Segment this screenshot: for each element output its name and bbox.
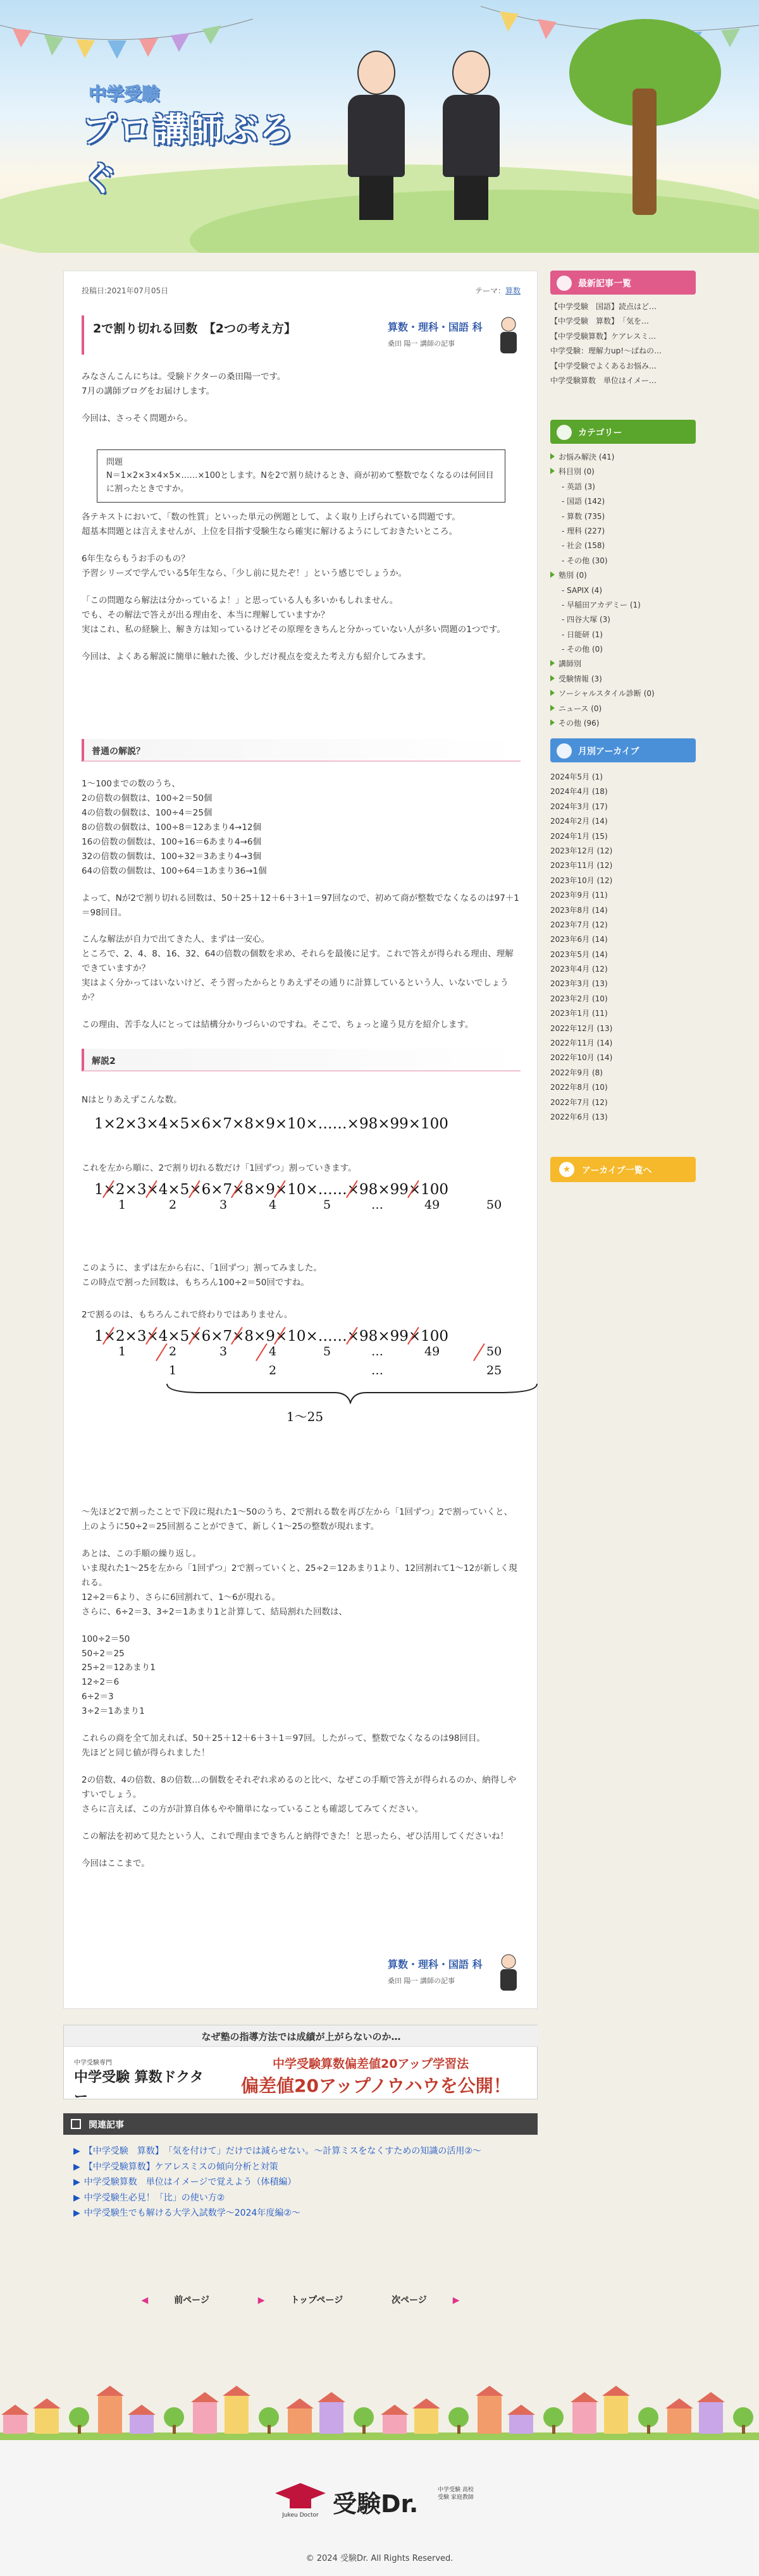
- list-icon: [71, 2119, 81, 2129]
- archive-link[interactable]: 2022年6月 (13): [550, 1112, 608, 1121]
- line: 32の倍数の個数は、100÷32＝3あまり4→3個: [82, 851, 262, 862]
- copyright: © 2024 受験Dr. All Rights Reserved.: [305, 2554, 454, 2563]
- line: 2の倍数の個数は、100÷2＝50個: [82, 793, 213, 803]
- paragraph: あとは、この手順の繰り返し。: [82, 1548, 201, 1559]
- archive-list: [550, 770, 696, 1125]
- quotient-row-2b: 1 2 … 25: [169, 1364, 502, 1377]
- line: 4の倍数の個数は、100÷4＝25個: [82, 807, 213, 818]
- archive-link[interactable]: 2022年11月 (14): [550, 1039, 613, 1048]
- paragraph: 6年生ならもうお手のもの？: [82, 553, 190, 564]
- paragraph: 今回は、よくある解説に簡単に触れた後、少しだけ視点を変えた考え方も紹介してみます。: [82, 651, 431, 662]
- calc-line: 12÷2＝6: [82, 1677, 120, 1688]
- post-title-box: [82, 315, 521, 355]
- post-theme: テーマ：算数: [474, 286, 521, 295]
- town-illustration: [0, 2383, 759, 2440]
- question-label: 問題: [106, 458, 123, 467]
- paragraph: こんな解法が自力で出てきた人、まずは一安心。: [82, 934, 269, 945]
- related-posts-list: [63, 2144, 538, 2221]
- intro: [82, 370, 521, 426]
- post-meta: [82, 285, 521, 296]
- paragraph: 2の倍数、4の倍数、8の倍数…の個数をそれぞれ求めるのと比べ、なぜこの手順で答えが得られるのか、納得しやすいでしょう。: [82, 1775, 517, 1800]
- archive-link[interactable]: 2023年10月 (12): [550, 876, 613, 885]
- archive-link[interactable]: 2023年3月 (13): [550, 979, 608, 989]
- archive-link[interactable]: 2022年10月 (14): [550, 1053, 613, 1063]
- post-title: 2で割り切れる回数 【2つの考え方】: [93, 322, 296, 336]
- promo-banner[interactable]: [63, 2025, 538, 2105]
- author-subjects: 算数・理科・国語 科: [388, 1958, 483, 1970]
- paragraph: でも、その解法で答えが出る理由を、本当に理解していますか？: [82, 609, 330, 620]
- related-posts-header: 関連記事: [63, 2113, 538, 2135]
- line: 1〜100までの数のうち、: [82, 779, 180, 789]
- equation-full: 1×2×3×4×5×6×7×8×9×10×……×98×99×100: [94, 1116, 448, 1132]
- equation-strike: 1×2×3×4×5×6×7×8×9×10×……×98×99×100: [94, 1328, 449, 1345]
- question-text: N＝1×2×3×4×5×……×100とします。Nを2で割り続けるとき、商が初めて整数でなくなるのは何回目に割ったときですか。: [106, 470, 494, 494]
- calc-line: 100÷2＝50: [82, 1633, 130, 1644]
- calc-line: 6÷2＝3: [82, 1692, 114, 1702]
- paragraph: このように、まずは左から右に、「1回ずつ」割ってみました。: [82, 1263, 322, 1273]
- category-link[interactable]: - その他 (0): [562, 645, 603, 654]
- site-title[interactable]: [70, 73, 323, 198]
- latest-posts-header: 最新記事一覧: [550, 271, 696, 295]
- pager: [63, 2293, 538, 2306]
- archive-link[interactable]: 2023年6月 (14): [550, 935, 608, 944]
- paragraph: この理由、苦手な人にとっては結構分かりづらいのですね。そこで、ちょっと違う見方を紹介します。: [82, 1020, 474, 1030]
- category-link[interactable]: ソーシャルスタイル診断 (0): [550, 687, 696, 701]
- archive-link[interactable]: 2024年1月 (15): [550, 831, 608, 841]
- latest-post-link[interactable]: 【中学受験 国語】読点はど…: [550, 302, 657, 311]
- category-link[interactable]: 科目別 (0): [550, 465, 696, 479]
- archive-link[interactable]: 2023年4月 (12): [550, 965, 608, 974]
- archive-header: 月別アーカイブ: [550, 738, 696, 762]
- category-list: [550, 450, 696, 731]
- latest-post-link[interactable]: 【中学受験算数】ケアレスミ…: [550, 331, 657, 341]
- author-avatar: [497, 315, 521, 355]
- banner-copy-2: 偏差値20アップノウハウを公開！: [241, 2075, 511, 2096]
- site-header: [0, 0, 759, 253]
- k2-text4: [82, 1505, 521, 1871]
- equation-step1: [82, 1181, 521, 1217]
- k2-text3: 2で割るのは、もちろんこれで終わりではありません。: [82, 1310, 293, 1320]
- latest-post-link[interactable]: 【中学受験 算数】 「気を…: [550, 317, 650, 326]
- paragraph: 超基本問題とは言えませんが、上位を目指す受験生なら確実に解けるようにしておきたいところ。: [82, 526, 457, 537]
- theme-link[interactable]: 算数: [505, 286, 521, 295]
- line: 64の倍数の個数は、100÷64＝1あまり36→1個: [82, 865, 267, 876]
- category-link[interactable]: - 理科 (227): [562, 526, 605, 535]
- paragraph: みなさんこんにちは。受験ドクターの桑田陽一です。: [82, 372, 286, 382]
- related-post-link[interactable]: ▶ 中学受験生必見！「比」の使い方②: [73, 2192, 225, 2203]
- paragraph: さらに言えば、この方が計算自体もやや簡単になっていることも確認してみてください。: [82, 1804, 423, 1814]
- related-post-link[interactable]: ▶ 中学受験生でも解ける大学入試数学〜2024年度編②〜: [73, 2208, 300, 2218]
- paragraph: さらに、6÷2＝3、3÷2＝1あまり1と計算して、結局割れた回数は、: [82, 1606, 347, 1617]
- paragraph: 実はよく分かってはいないけど、そう習ったからとりあえずその通りに計算しているという人、いないでしょうか？: [82, 978, 509, 1003]
- archive-link[interactable]: 2023年12月 (12): [550, 846, 613, 855]
- archive-list-button[interactable]: ★ アーカイブ一覧へ: [550, 1157, 696, 1182]
- paragraph: 12÷2＝6より、さらに6回割れて、1〜6が現れる。: [82, 1592, 281, 1602]
- site-main-title: プロ講師ぶろぐ: [82, 110, 295, 198]
- paragraph: この解法を初めて見たという人、これで理由まできちんと納得できた！と思ったら、ぜひ活用してくださいね！: [82, 1831, 509, 1841]
- category-link[interactable]: - 四谷大塚 (3): [562, 615, 610, 625]
- author-badge: [388, 315, 521, 355]
- category-link[interactable]: - 社会 (158): [562, 541, 605, 551]
- related-post-link[interactable]: ▶ 【中学受験算数】ケアレスミスの傾向分析と対策: [73, 2161, 278, 2172]
- archive-link[interactable]: 2023年11月 (12): [550, 861, 613, 870]
- tree-trunk: [632, 89, 657, 215]
- archive-link[interactable]: 2022年7月 (12): [550, 1097, 608, 1107]
- author-avatar: [497, 1953, 521, 1992]
- paragraph: ところで、2、4、8、16、32、64の倍数の個数を求め、それらを最後に足す。これで答えが得られる理由、理解できていますか？: [82, 949, 514, 974]
- latest-post-link[interactable]: 【中学受験でよくあるお悩み…: [550, 361, 657, 370]
- footer: [0, 2440, 759, 2576]
- archive-link[interactable]: 2023年7月 (12): [550, 920, 608, 929]
- k2-text2: [82, 1261, 521, 1290]
- paragraph: 「この問題なら解法は分かっているよ！」と思っている人も多いかもしれません。: [82, 595, 398, 606]
- post-icon: [557, 276, 572, 291]
- article: [63, 271, 538, 2009]
- paragraph: 各テキストにおいて、「数の性質」といった単元の例題として、よく取り上げられている問題です。: [82, 512, 460, 522]
- paragraph: 実はこれ、私の経験上、解き方は知っているけどその原理をきちんと分かっていない人が多い問題の1つです。: [82, 624, 505, 635]
- calendar-icon: [557, 743, 572, 759]
- brace-icon: [164, 1383, 543, 1404]
- archive-link[interactable]: 2024年4月 (18): [550, 787, 608, 797]
- archive-link[interactable]: 2023年8月 (14): [550, 905, 608, 915]
- folder-icon: [557, 425, 572, 440]
- category-link[interactable]: 塾別 (0): [550, 568, 696, 583]
- category-link[interactable]: - 日能研 (1): [562, 630, 603, 639]
- paragraph: よって、Nが2で割り切れる回数は、50＋25＋12＋6＋3＋1＝97回なので、初めて商が整数でなくなるのは97＋1＝98回目。: [82, 893, 519, 918]
- prev-page-link[interactable]: ◀ 前ページ: [141, 2295, 209, 2305]
- category-link[interactable]: - 算数 (735): [562, 511, 605, 521]
- quotient-row-2a: 1 2 3 4 5 … 49 50: [118, 1345, 502, 1358]
- archive-link[interactable]: 2022年9月 (8): [550, 1068, 603, 1077]
- site-subtitle: 中学受験: [89, 83, 160, 104]
- top-page-link[interactable]: ▶ トップページ: [257, 2295, 343, 2305]
- calc-line: 3÷2＝1あまり1: [82, 1706, 145, 1717]
- archive-link[interactable]: 2023年9月 (11): [550, 891, 608, 900]
- next-page-link[interactable]: 次ページ ▶: [392, 2295, 460, 2305]
- author-name: 桑田 陽一 講師の記事: [388, 339, 455, 348]
- archive-link[interactable]: 2023年1月 (11): [550, 1009, 608, 1018]
- paragraph: 〜先ほど2で割ったことで下段に現れた1〜50のうち、2で割れる数を再び左から「1回ずつ」2で割っていくと、上のように50÷2＝25回割ることができて、新しく1〜25の整数が現れます。: [82, 1507, 513, 1532]
- paragraph: この時点で割った回数は、もちろん100÷2＝50回ですね。: [82, 1277, 309, 1288]
- category-link[interactable]: - 早稲田アカデミー (1): [562, 600, 641, 609]
- heading-normal: 普通の解説？: [82, 739, 521, 762]
- category-link[interactable]: - 英語 (3): [562, 482, 595, 491]
- category-link[interactable]: 受験情報 (3): [550, 672, 696, 687]
- paragraph: いま現れた1〜25を左から「1回ずつ」2で割っていくと、25÷2＝12あまり1より、12回割れて1〜12が新しく現れる。: [82, 1563, 517, 1588]
- category-link[interactable]: その他 (96): [550, 716, 696, 731]
- star-icon: ★: [559, 1162, 574, 1177]
- footer-logo[interactable]: Jukeu Doctor 受験Dr. 中学受験 高校受験 家庭教師: [272, 2478, 487, 2522]
- paragraph: 先ほどと同じ値が得られました！: [82, 1748, 210, 1759]
- category-link[interactable]: お悩み解決 (41): [550, 450, 696, 465]
- heading-k2: 解説2: [82, 1049, 521, 1071]
- archive-link[interactable]: 2024年3月 (17): [550, 802, 608, 811]
- paragraph: 7月の講師ブログをお届けします。: [82, 386, 215, 396]
- category-link[interactable]: - その他 (30): [562, 556, 608, 565]
- line: 16の倍数の個数は、100÷16＝6あまり4→6個: [82, 836, 262, 847]
- author-subjects: 算数・理科・国語 科: [388, 321, 483, 333]
- calc-line: 50÷2＝25: [82, 1648, 125, 1659]
- calc-line: 25÷2＝12あまり1: [82, 1663, 156, 1673]
- latest-posts-list: [550, 300, 696, 388]
- normal-explanation: [82, 777, 521, 1032]
- banner-logo: 中学受験専門 中学受験 算数ドクター: [74, 2060, 204, 2105]
- archive-link[interactable]: 2024年5月 (1): [550, 772, 603, 781]
- k2-intro: Nはとりあえずこんな数。: [82, 1095, 182, 1105]
- question-box: [97, 449, 505, 503]
- category-link[interactable]: 講師別: [550, 657, 696, 671]
- latest-post-link[interactable]: 中学受験算数 単位はイメー…: [550, 375, 657, 385]
- archive-link[interactable]: 2023年5月 (14): [550, 949, 608, 959]
- banner-top-text: なぜ塾の指導方法では成績が上がらないのか…: [64, 2025, 538, 2047]
- teacher-illustration-male: [436, 51, 506, 221]
- related-post-link[interactable]: ▶ 【中学受験 算数】 「気を付けて」だけでは減らせない。〜計算ミスをなくすための知識の活用②〜: [73, 2146, 481, 2156]
- teacher-illustration-female: [342, 51, 411, 221]
- line: 8の倍数の個数は、100÷8＝12あまり4→12個: [82, 822, 262, 833]
- k2-text1: これを左から順に、2で割り切れる数だけ「1回ずつ」割っていきます。: [82, 1163, 357, 1173]
- author-badge-bottom: [388, 1953, 521, 1992]
- post-date: 投稿日:2021年07月05日: [82, 286, 169, 295]
- category-link[interactable]: - SAPIX (4): [562, 585, 603, 595]
- related-posts: [63, 2113, 538, 2221]
- category-link[interactable]: - 国語 (142): [562, 497, 605, 506]
- paragraph: 今回は、さっそく問題から。: [82, 413, 193, 424]
- category-header: カテゴリー: [550, 420, 696, 444]
- latest-post-link[interactable]: 中学受験：理解力up!〜ばねの…: [550, 346, 662, 356]
- author-name: 桑田 陽一 講師の記事: [388, 1977, 455, 1985]
- equation-strike: 1×2×3×4×5×6×7×8×9×10×……×98×99×100: [94, 1181, 449, 1198]
- paragraph: 予習シリーズで学んでいる5年生なら、「少し前に見たぞ！」という感じでしょうか。: [82, 568, 407, 578]
- category-link[interactable]: ニュース (0): [550, 702, 696, 716]
- brace-label: 1〜25: [286, 1409, 324, 1424]
- archive-link[interactable]: 2023年2月 (10): [550, 994, 608, 1003]
- banner-copy-1: 中学受験算数偏差値20アップ学習法: [273, 2057, 469, 2071]
- archive-link[interactable]: 2022年8月 (10): [550, 1083, 608, 1092]
- archive-link[interactable]: 2022年12月 (13): [550, 1023, 613, 1033]
- archive-link[interactable]: 2024年2月 (14): [550, 817, 608, 826]
- paragraph: 今回はここまで。: [82, 1858, 150, 1869]
- equation-step2: [82, 1328, 521, 1425]
- quotient-row-1: 1 2 3 4 5 … 49 50: [118, 1198, 502, 1212]
- explanation-intro: [82, 510, 521, 664]
- related-post-link[interactable]: ▶ 中学受験算数 単位はイメージで覚えよう（体積編）: [73, 2177, 297, 2187]
- paragraph: これらの商を全て加えれば、50＋25＋12＋6＋3＋1＝97回。したがって、整数でなくなるのは98回目。: [82, 1733, 485, 1744]
